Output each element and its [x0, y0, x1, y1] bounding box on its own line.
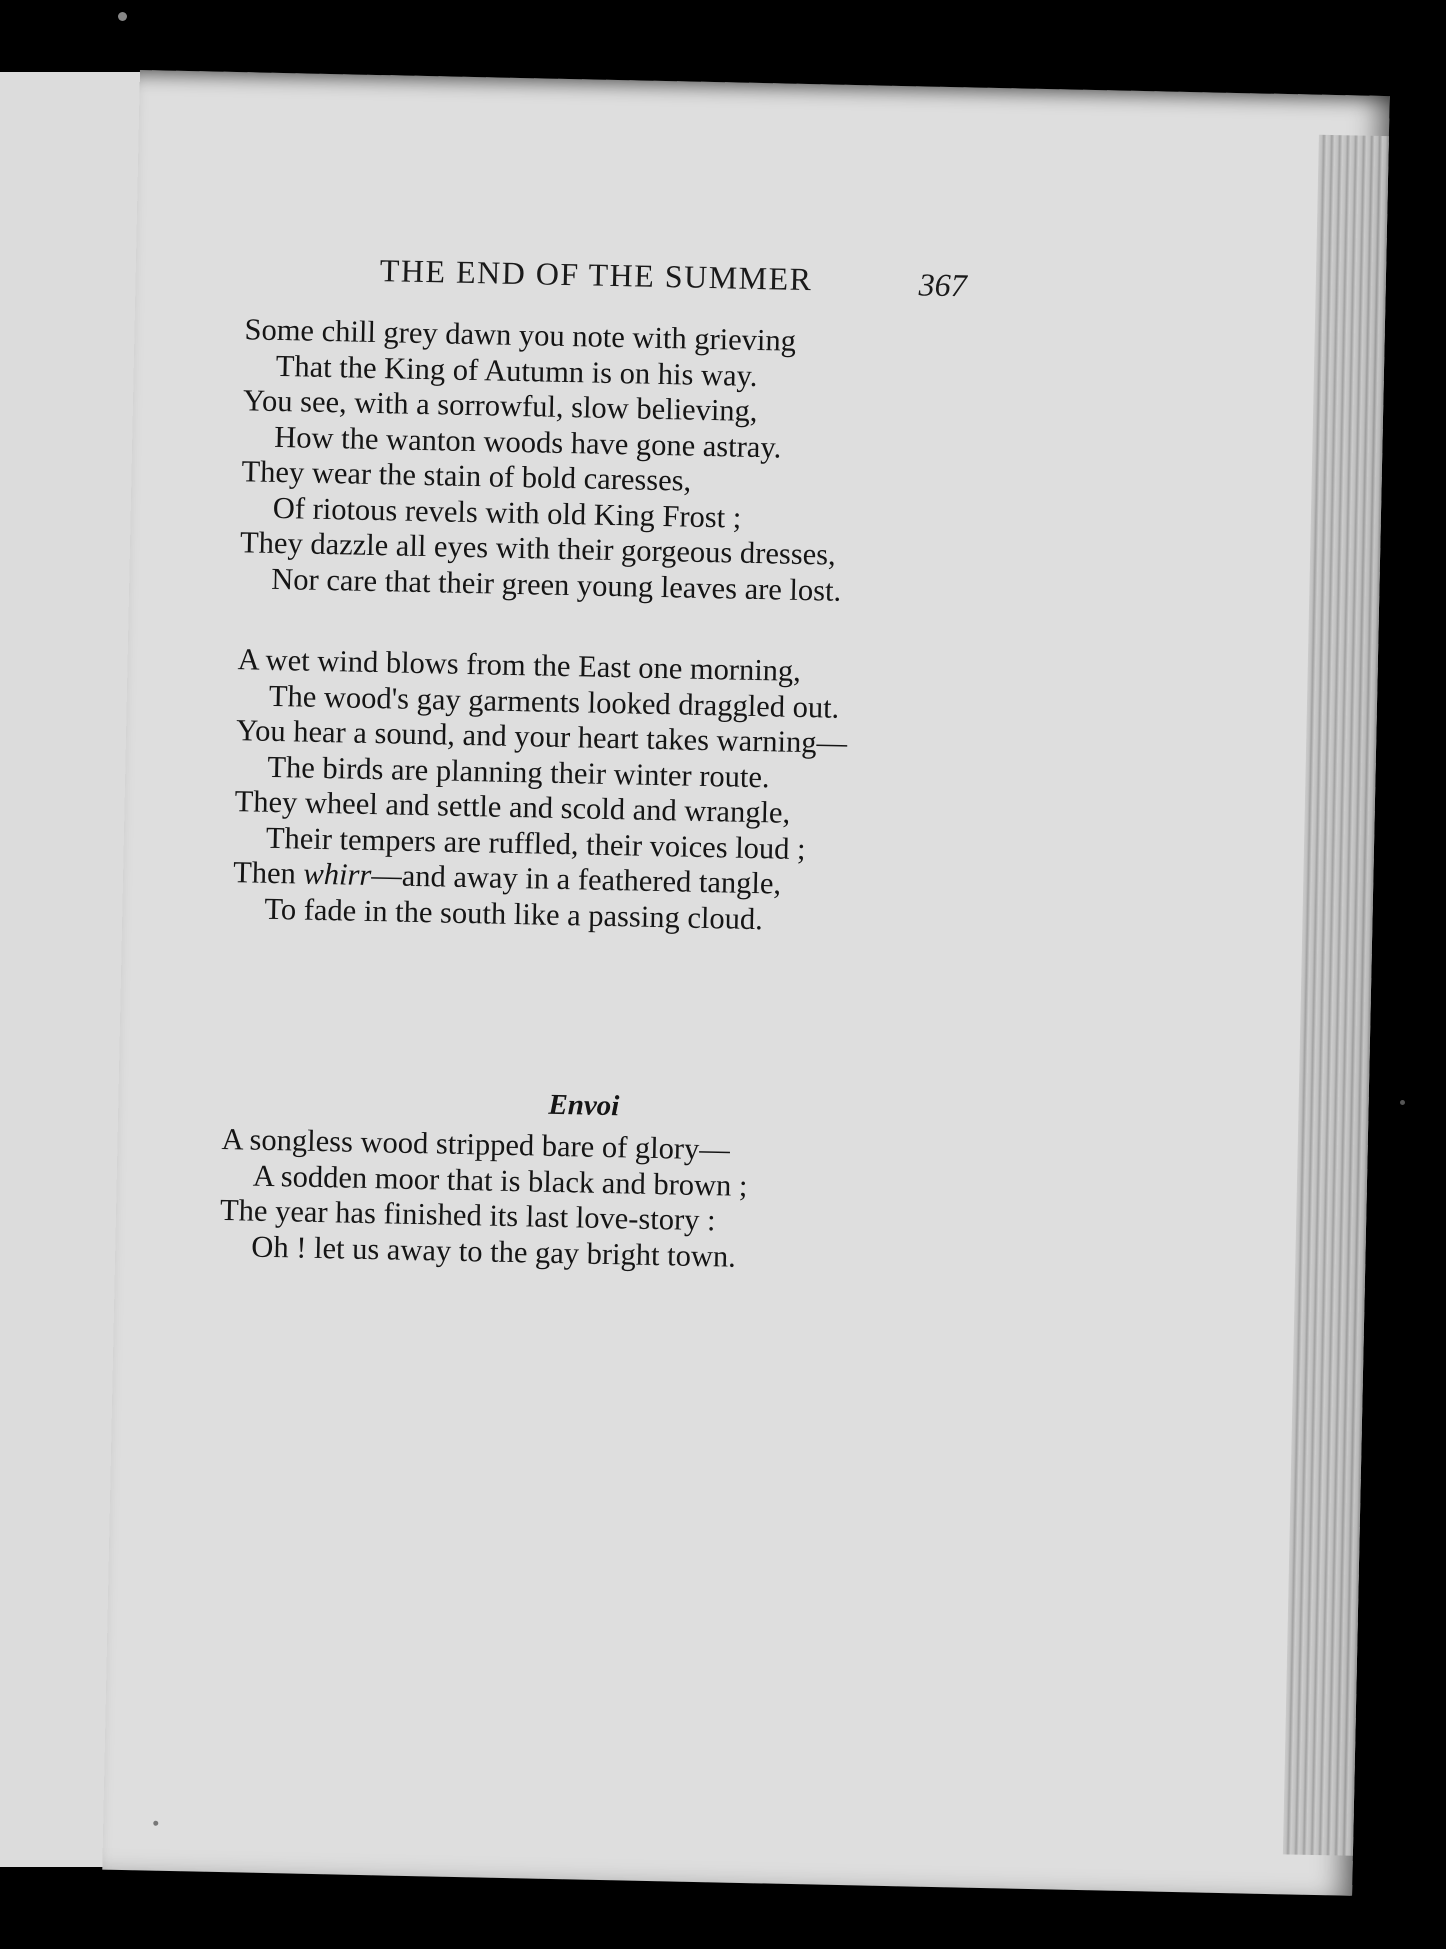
poem-line: Oh ! let us away to the gay bright town.	[251, 1229, 737, 1274]
dust-speck	[153, 1821, 158, 1826]
envoi-heading: Envoi	[548, 1088, 620, 1123]
running-head: THE END OF THE SUMMER	[379, 252, 813, 298]
book-page	[102, 70, 1389, 1896]
poem-line-italic-word: whirr	[303, 856, 372, 893]
page-number: 367	[918, 266, 968, 304]
poem-line: The year has finished its last love-story :	[219, 1192, 716, 1238]
poem-line: A sodden moor that is black and brown ;	[252, 1158, 748, 1203]
stanza-2	[232, 642, 1138, 945]
poem-line: Their tempers are ruffled, their voices loud ;	[265, 820, 806, 866]
poem-line: Of riotous revels with old King Frost ;	[272, 490, 742, 535]
poem-line: You hear a sound, and your heart takes warning—	[235, 713, 848, 760]
poem-line: A wet wind blows from the East one morning,	[237, 642, 802, 688]
dust-speck	[118, 12, 127, 21]
poem-line: They wheel and settle and scold and wrangle,	[234, 784, 791, 830]
poem-line: The wood's gay garments looked draggled out.	[268, 678, 840, 725]
envoi-stanza	[219, 1122, 1122, 1283]
poem-line: To fade in the south like a passing cloud.	[264, 891, 764, 936]
poem-line: They dazzle all eyes with their gorgeous dresses,	[239, 525, 837, 572]
poem-line: They wear the stain of bold caresses,	[241, 454, 692, 498]
poem-line: How the wanton woods have gone astray.	[274, 419, 782, 465]
page-edge-stack	[1283, 135, 1389, 1856]
poem-line: The birds are planning their winter route.	[267, 749, 770, 794]
poem-line: A songless wood stripped bare of glory—	[221, 1121, 731, 1167]
poem-line-text: Then	[232, 855, 304, 891]
stanza-1	[239, 312, 1145, 615]
poem-line-text: —and away in a feathered tangle,	[370, 858, 782, 901]
poem-line: That the King of Autumn is on his way.	[275, 348, 758, 393]
poem-line: Nor care that their green young leaves are lost.	[271, 561, 842, 608]
poem-line: Some chill grey dawn you note with grieving	[244, 312, 797, 358]
dust-speck	[1400, 1100, 1405, 1105]
poem-line: You see, with a sorrowful, slow believing,	[242, 383, 758, 429]
